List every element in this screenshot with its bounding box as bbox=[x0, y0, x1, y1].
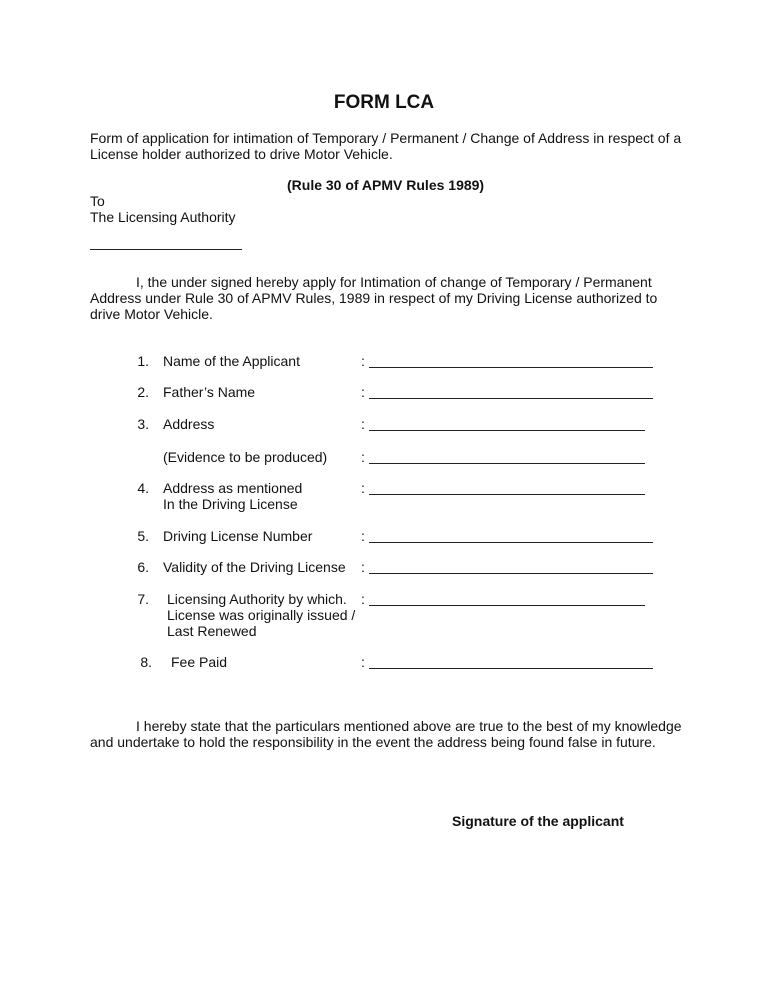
field-label: Address bbox=[163, 416, 215, 432]
field-label-continuation: License was originally issued / bbox=[167, 607, 356, 623]
father-name-line[interactable] bbox=[369, 398, 653, 399]
evidence-line[interactable] bbox=[369, 463, 645, 464]
statement-line-1: I hereby state that the particulars mentioned above are true to the best of my knowledge bbox=[136, 718, 682, 734]
field-colon: : bbox=[361, 559, 365, 575]
fee-paid-line[interactable] bbox=[369, 668, 653, 669]
statement-line-2: and undertake to hold the responsibility in the event the address being found false in future. bbox=[90, 734, 656, 750]
field-label-continuation: In the Driving License bbox=[163, 496, 298, 512]
declaration-line-1: I, the under signed hereby apply for Intimation of change of Temporary / Permanent bbox=[136, 274, 652, 290]
field-number: 2. bbox=[137, 384, 149, 400]
field-colon: : bbox=[361, 384, 365, 400]
address-line[interactable] bbox=[369, 430, 645, 431]
field-number: 6. bbox=[137, 559, 149, 575]
field-label: Fee Paid bbox=[171, 654, 228, 670]
license-number-line[interactable] bbox=[369, 542, 653, 543]
field-number: 4. bbox=[137, 480, 149, 496]
signature-label: Signature of the applicant bbox=[452, 813, 624, 829]
field-colon: : bbox=[361, 654, 365, 670]
applicant-name-line[interactable] bbox=[369, 367, 653, 368]
field-label: Father’s Name bbox=[163, 384, 256, 400]
field-colon: : bbox=[361, 416, 365, 432]
field-number: 3. bbox=[137, 416, 149, 432]
field-label: Driving License Number bbox=[163, 528, 313, 544]
field-colon: : bbox=[361, 480, 365, 496]
field-number: 5. bbox=[137, 528, 149, 544]
field-label: (Evidence to be produced) bbox=[163, 449, 328, 465]
field-label: Licensing Authority by which. bbox=[167, 591, 347, 607]
field-colon: : bbox=[361, 353, 365, 369]
field-label: Address as mentioned bbox=[163, 480, 303, 496]
authority-blank-line[interactable] bbox=[90, 249, 242, 250]
field-number: 8. bbox=[140, 654, 152, 670]
declaration-line-3: drive Motor Vehicle. bbox=[90, 306, 213, 322]
field-number: 7. bbox=[137, 591, 149, 607]
form-title: FORM LCA bbox=[333, 92, 435, 113]
intro-line-1: Form of application for intimation of Temporary / Permanent / Change of Address in respect of a bbox=[90, 130, 682, 146]
field-label-continuation: Last Renewed bbox=[167, 623, 257, 639]
field-colon: : bbox=[361, 449, 365, 465]
addressee-to: To bbox=[90, 193, 105, 209]
intro-line-2: License holder authorized to drive Motor Vehicle. bbox=[90, 146, 393, 162]
field-number: 1. bbox=[137, 353, 149, 369]
field-label: Name of the Applicant bbox=[163, 353, 300, 369]
licensing-authority-line[interactable] bbox=[369, 605, 645, 606]
rule-reference: (Rule 30 of APMV Rules 1989) bbox=[287, 177, 485, 193]
field-colon: : bbox=[361, 528, 365, 544]
license-validity-line[interactable] bbox=[369, 573, 653, 574]
field-colon: : bbox=[361, 591, 365, 607]
addressee-authority: The Licensing Authority bbox=[90, 209, 236, 225]
license-address-line[interactable] bbox=[369, 494, 645, 495]
declaration-line-2: Address under Rule 30 of APMV Rules, 1989 in respect of my Driving License authorized to bbox=[90, 290, 658, 306]
field-label: Validity of the Driving License bbox=[163, 559, 346, 575]
